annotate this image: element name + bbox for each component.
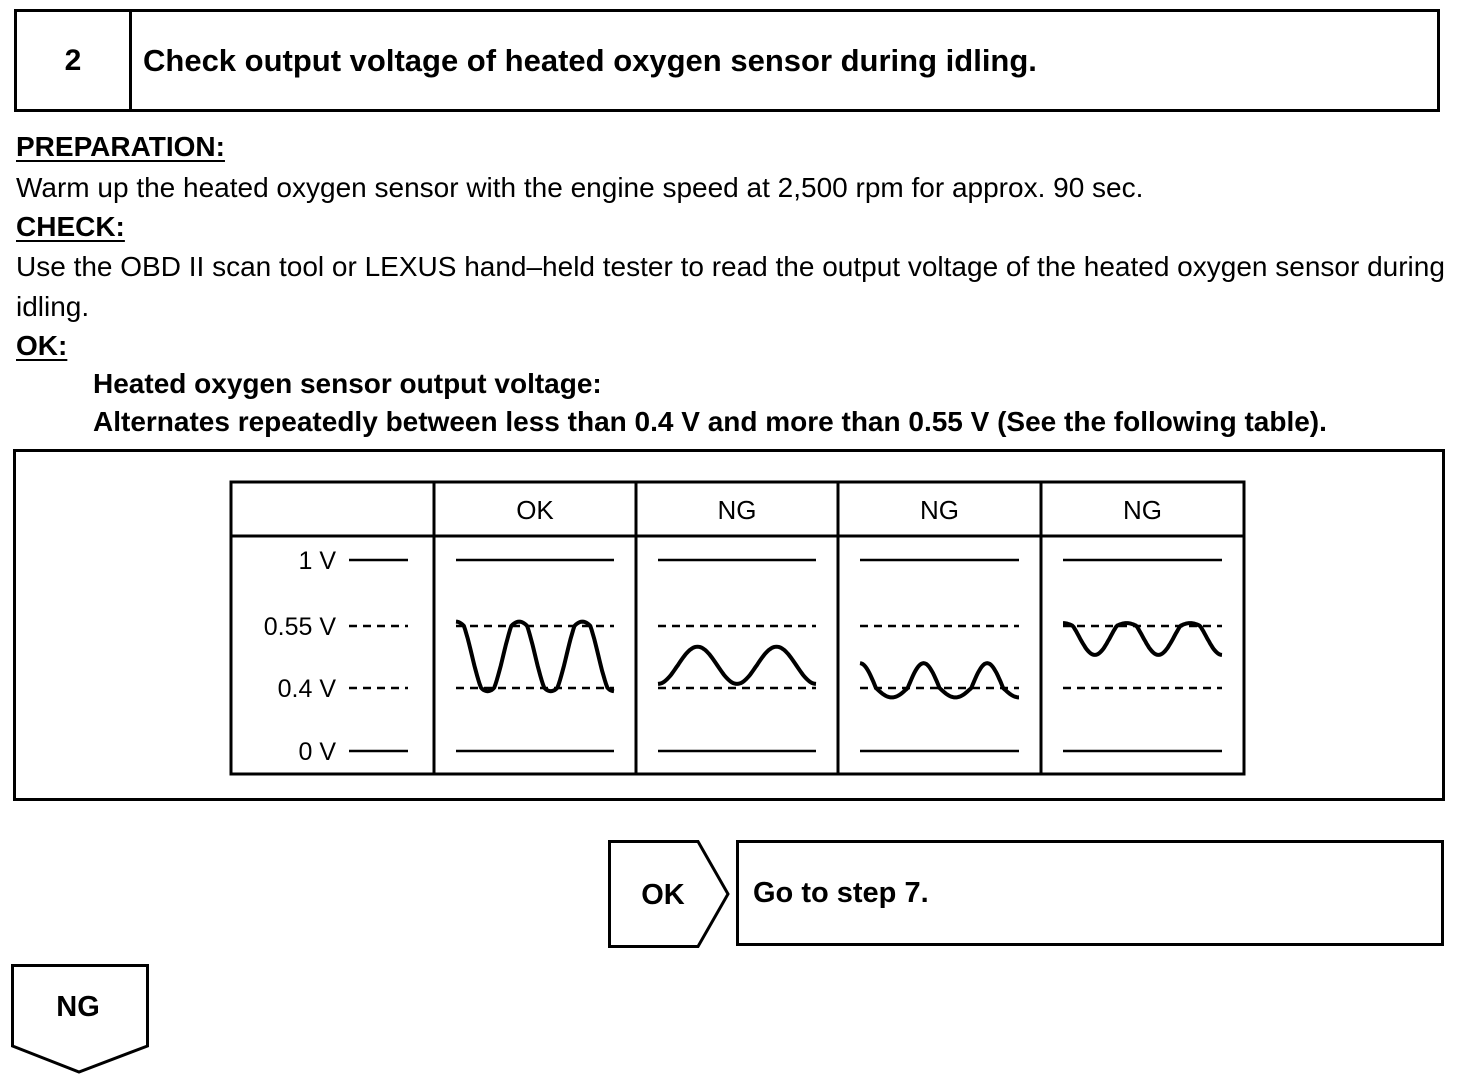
ok-heading: OK:	[16, 330, 68, 361]
column-header-ng: NG	[920, 495, 959, 525]
level-label: 0.55 V	[263, 613, 336, 641]
waveform-table	[16, 452, 1442, 798]
step-title: Check output voltage of heated oxygen sensor during idling.	[143, 42, 1037, 78]
ok-outcome-label: OK	[641, 879, 685, 911]
column-header-ng: NG	[1123, 495, 1162, 525]
column-header-ok: OK	[516, 495, 554, 525]
preparation-text: Warm up the heated oxygen sensor with the engine speed at 2,500 rpm for approx. 90 sec.	[16, 172, 1144, 203]
waveform-4	[1063, 623, 1222, 655]
ok-action-box	[736, 840, 1444, 946]
ok-action-text: Go to step 7.	[753, 876, 929, 909]
level-label: 1 V	[298, 547, 336, 575]
step-number: 2	[17, 12, 132, 109]
waveform-2	[658, 647, 816, 684]
waveform-3	[860, 663, 1019, 697]
ok-outcome-arrow	[608, 840, 732, 948]
ng-outcome-label: NG	[56, 991, 100, 1023]
level-label: 0.4 V	[277, 675, 336, 703]
table-border	[231, 482, 1244, 774]
column-header-ng: NG	[717, 495, 757, 525]
level-label: 0 V	[298, 738, 336, 766]
ok-criteria-line-1: Heated oxygen sensor output voltage:	[93, 368, 602, 399]
step-header	[14, 9, 1440, 112]
ng-outcome-arrow	[11, 964, 151, 1076]
waveform-1	[456, 622, 614, 692]
waveform-table-frame	[13, 449, 1445, 801]
ok-criteria-line-2: Alternates repeatedly between less than 0.4 V and more than 0.55 V (See the following table).	[93, 406, 1327, 437]
check-heading: CHECK:	[16, 211, 125, 242]
preparation-heading: PREPARATION:	[16, 131, 225, 162]
check-text: Use the OBD II scan tool or LEXUS hand–held tester to read the output voltage of the heated oxygen sensor during idling.	[16, 251, 1445, 322]
